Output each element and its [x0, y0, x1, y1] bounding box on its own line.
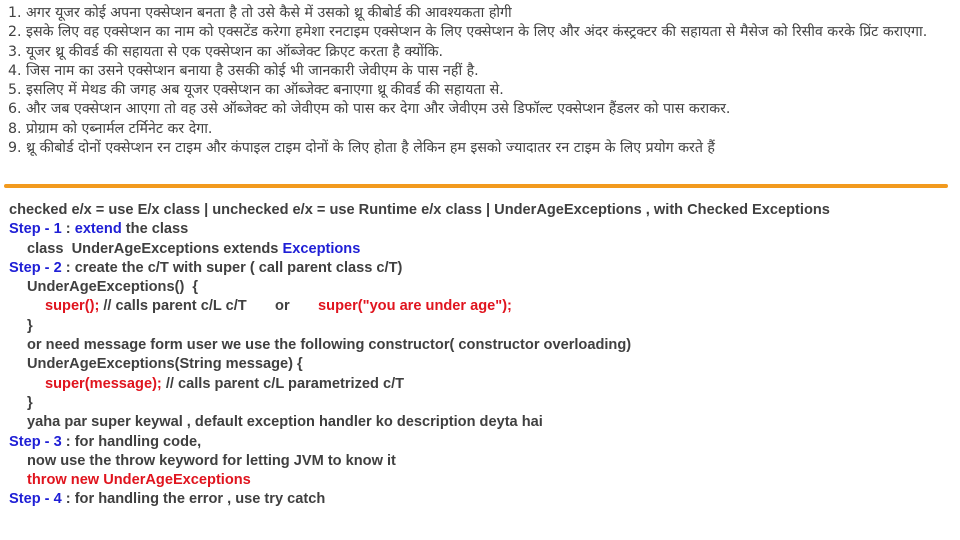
code-notes: [9, 201, 949, 510]
note-1: 1. अगर यूजर कोई अपना एक्सेप्शन बनता है तो उसे कैसे में उसको थ्रू कीबोर्ड की आवश्यकता होगी: [8, 5, 512, 21]
class-decl-text: class UnderAgeExceptions extends: [27, 240, 283, 257]
step-2-label: Step - 2: [9, 259, 62, 276]
note-5: 5. इसलिए में मेथड की जगह अब यूजर एक्सेप्शन का ऑब्जेक्ट बनाएगा थ्रू कीवर्ड की सहायता से.: [8, 82, 504, 99]
super-message-line: [9, 375, 949, 394]
step-4-line: [9, 490, 949, 509]
step-2-line: [9, 259, 949, 278]
close-brace-2: }: [27, 394, 33, 411]
ctor-msg-open: UnderAgeExceptions(String message) {: [27, 356, 303, 373]
note-6: 6. और जब एक्सेप्शन आएगा तो वह उसे ऑब्जेक्ट को जेवीएम को पास कर देगा और जेवीएम उसे डिफॉल्ट एक्सेप्शन हैंडलर को पास कराकर.: [8, 101, 731, 118]
hinglish-note: yaha par super keywal , default exception handler ko description deyta hai: [27, 414, 543, 431]
super-message-comment: // calls parent c/L parametrized c/T: [161, 375, 405, 392]
note-9: 9. थ्रू कीबोर्ड दोनों एक्सेप्शन रन टाइम और कंपाइल टाइम दोनों के लिए होता है लेकिन हम इसको ज्यादातर रन टाइम के लिए प्रयोग करते हैं: [8, 140, 715, 157]
extend-keyword: extend: [74, 221, 122, 238]
step-1-line: [9, 220, 949, 239]
step-4-text: : for handling the error , use try catch: [61, 491, 326, 508]
super-line: [9, 297, 949, 316]
step-3-line: [9, 433, 949, 452]
super-message-literal: super("you are under age");: [318, 298, 512, 315]
checked-unchecked-header: checked e/x = use E/x class | unchecked e/x = use Runtime e/x class | UnderAgeExceptions , with Checked Exceptions: [9, 202, 830, 218]
step-1-separator: :: [61, 221, 75, 238]
note-2: 2. इसके लिए वह एक्सेप्शन का नाम को एक्सटेंड करेगा हमेशा रनटाइम एक्सेप्शन के लिए एक्सेप्शन के लिए और अंदर कंस्ट्रक्टर की सहायता से मैसेज को रिसीव करके प्रिंट कराएगा.: [8, 24, 928, 41]
super-message-call: super(message);: [45, 375, 162, 392]
super-call: super();: [45, 298, 100, 315]
step-3-detail: now use the throw keyword for letting JVM to know it: [27, 452, 396, 469]
step-1-rest: the class: [121, 221, 189, 238]
ctor-open: UnderAgeExceptions() {: [27, 279, 199, 296]
orange-divider: [4, 184, 948, 188]
step-1-label: Step - 1: [9, 221, 62, 238]
step-3-label: Step - 3: [9, 433, 62, 450]
class-declaration: [9, 240, 949, 259]
note-4: 4. जिस नाम का उसने एक्सेप्शन बनाया है उसकी कोई भी जानकारी जेवीएम के पास नहीं है.: [8, 62, 479, 79]
throw-statement: throw new UnderAgeExceptions: [27, 472, 251, 489]
hindi-notes: [8, 4, 952, 158]
overload-note: or need message form user we use the following constructor( constructor overloading): [27, 337, 632, 354]
super-comment: // calls parent c/L c/T or: [99, 298, 319, 315]
note-3: 3. यूजर थ्रू कीवर्ड की सहायता से एक एक्सेप्शन का ऑब्जेक्ट क्रिएट करता है क्योंकि.: [8, 43, 444, 60]
step-4-label: Step - 4: [9, 491, 62, 508]
close-brace-1: }: [27, 317, 33, 334]
exceptions-keyword: Exceptions: [282, 240, 361, 257]
step-2-text: : create the c/T with super ( call parent class c/T): [61, 259, 403, 276]
note-8: 8. प्रोग्राम को एब्नार्मल टर्मिनेट कर देगा.: [8, 120, 213, 137]
step-3-text: : for handling code,: [61, 433, 202, 450]
